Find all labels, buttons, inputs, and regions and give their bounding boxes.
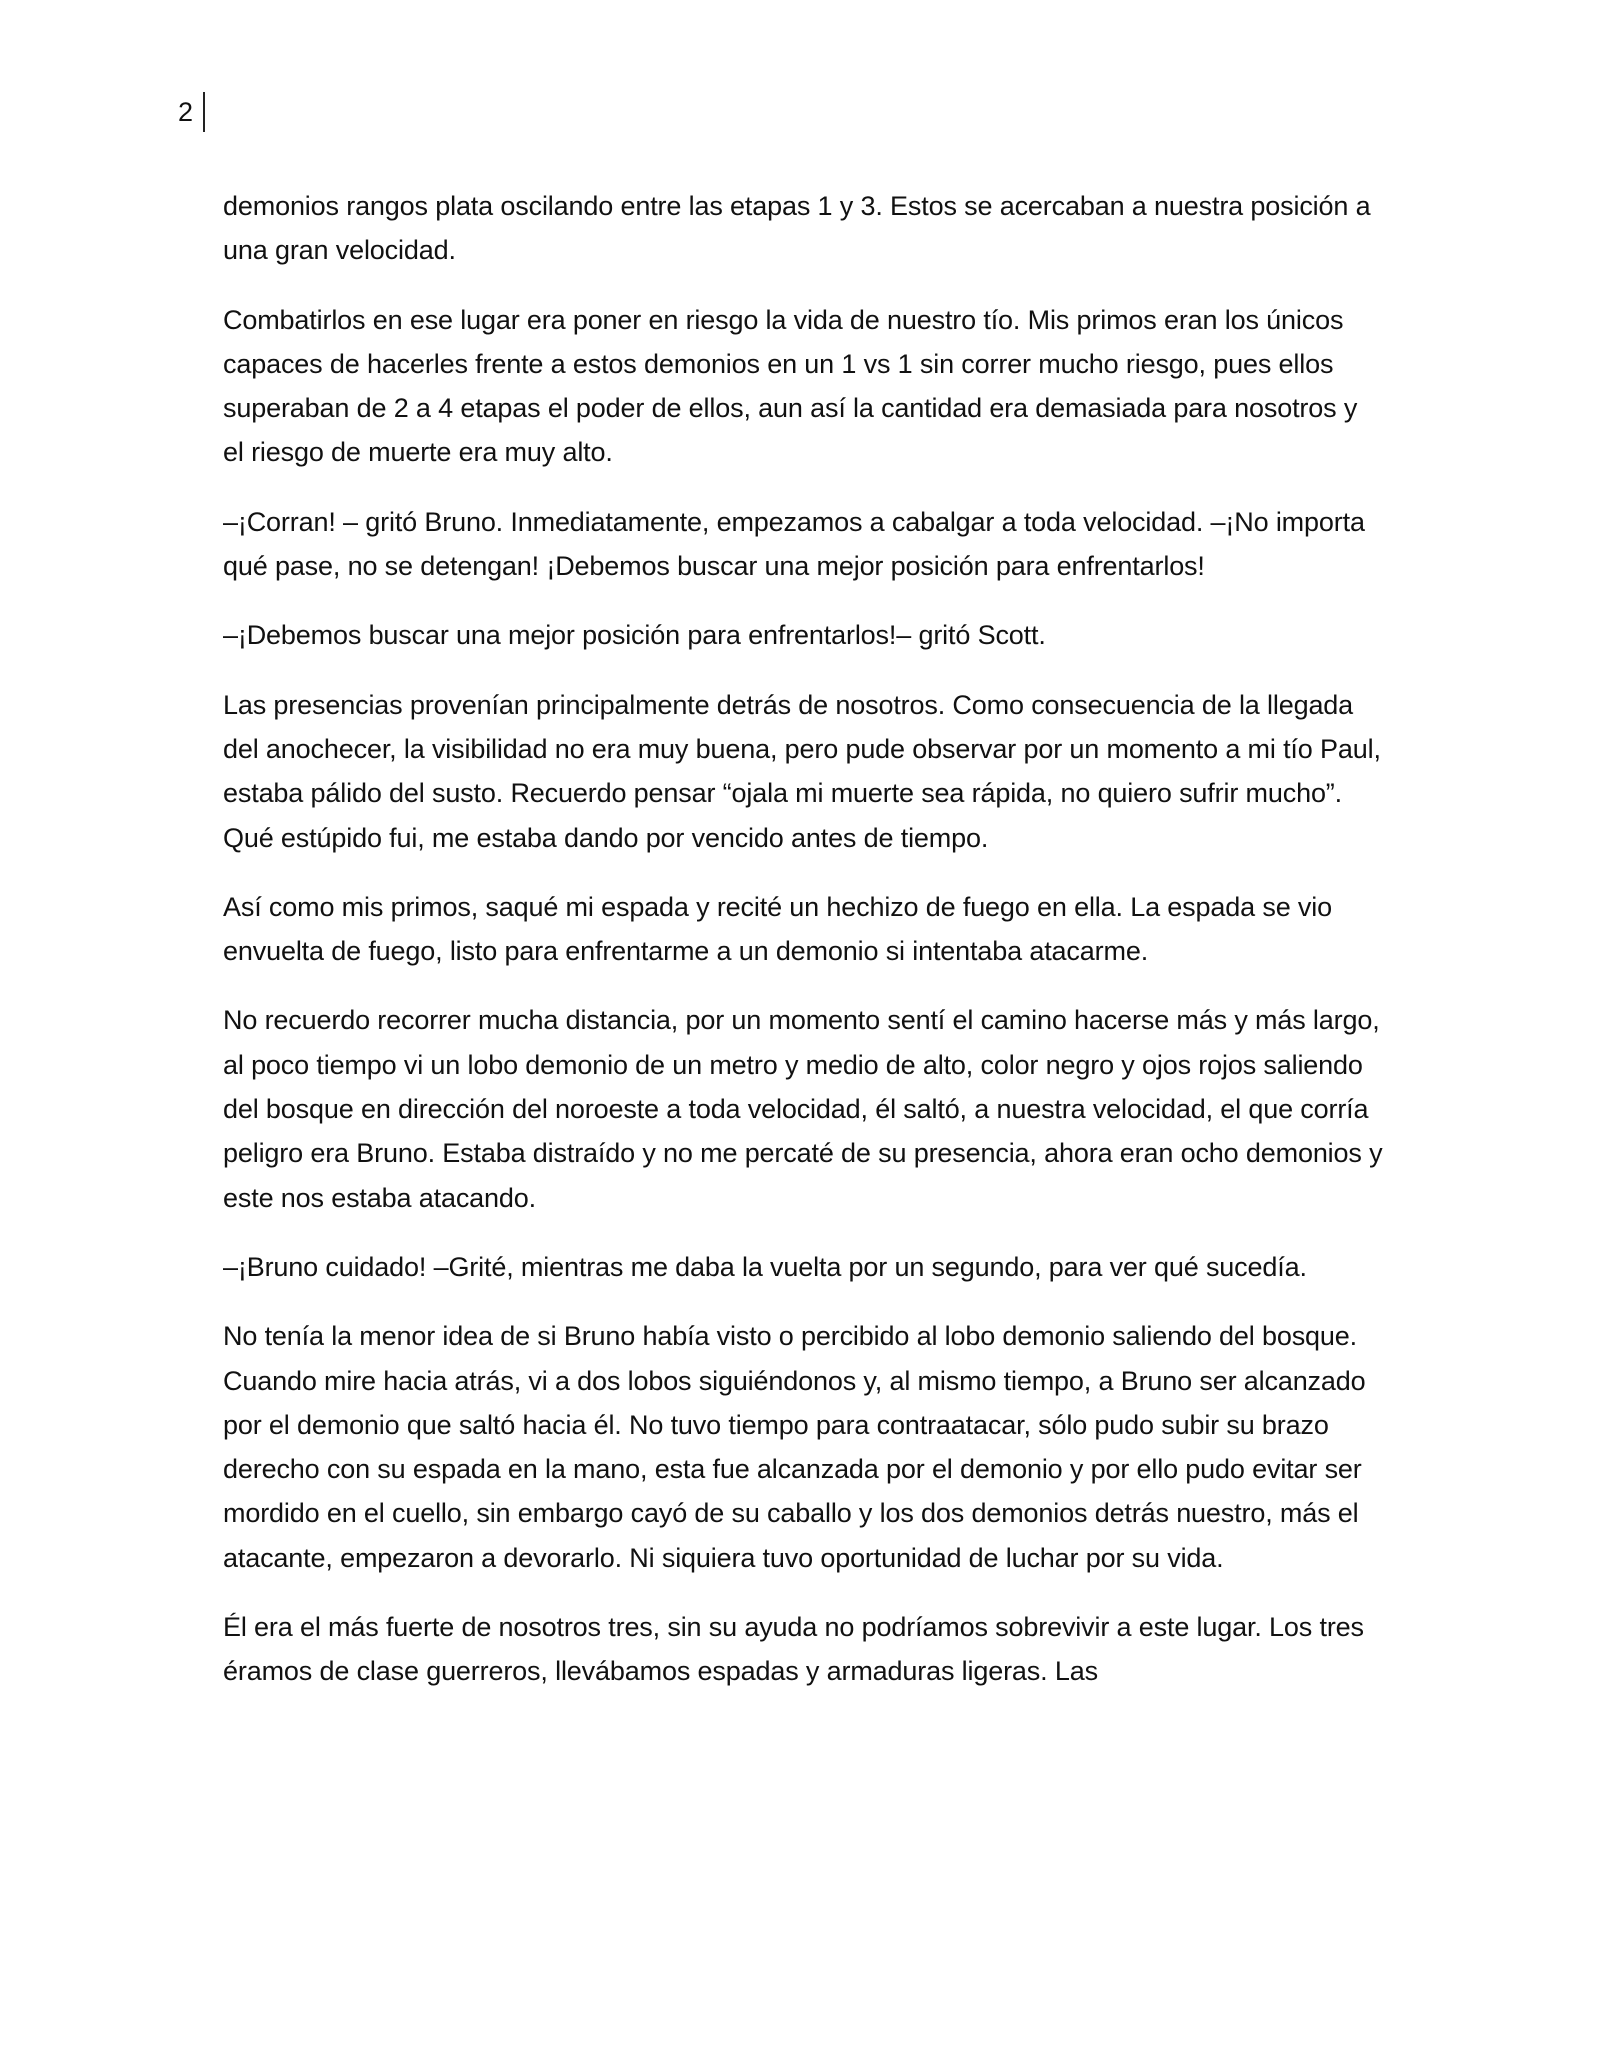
header-divider — [203, 92, 205, 132]
paragraph: No recuerdo recorrer mucha distancia, por un momento sentí el camino hacerse más y más largo, al poco tiempo vi un lobo demonio de un metro y medio de alto, color negro y ojos rojos saliendo del bosque en dirección del noroeste a toda velocidad, él saltó, a nuestra velocidad, el que corría peligro era Bruno. Estaba distraído y no me percaté de su presencia, ahora eran ocho demonios y este nos estaba atacando. — [223, 1005, 1383, 1213]
page-number: 2 — [178, 97, 194, 127]
paragraph: No tenía la menor idea de si Bruno había visto o percibido al lobo demonio saliendo del bosque. Cuando mire hacia atrás, vi a dos lobos siguiéndonos y, al mismo tiempo, a Bruno ser alcanzado por el demonio que saltó hacia él. No tuvo tiempo para contraatacar, sólo pudo subir su brazo derecho con su espada en la mano, esta fue alcanzada por el demonio y por ello pudo evitar ser mordido en el cuello, sin embargo cayó de su caballo y los dos demonios detrás nuestro, más el atacante, empezaron a devorarlo. Ni siquiera tuvo oportunidad de luchar por su vida. — [223, 1321, 1366, 1573]
paragraph: Así como mis primos, saqué mi espada y recité un hechizo de fuego en ella. La espada se vio envuelta de fuego, listo para enfrentarme a un demonio si intentaba atacarme. — [223, 891, 1332, 967]
paragraph: –¡Debemos buscar una mejor posición para enfrentarlos!– gritó Scott. — [223, 620, 1046, 651]
paragraph: Combatirlos en ese lugar era poner en riesgo la vida de nuestro tío. Mis primos eran los únicos capaces de hacerles frente a estos demonios en un 1 vs 1 sin correr mucho riesgo, pues ellos superaban de 2 a 4 etapas el poder de ellos, aun así la cantidad era demasiada para nosotros y el riesgo de muerte era muy alto. — [223, 304, 1358, 468]
paragraph: Él era el más fuerte de nosotros tres, sin su ayuda no podríamos sobrevivir a este lugar. Los tres éramos de clase guerreros, llevábamos espadas y armaduras ligeras. Las — [223, 1612, 1364, 1687]
document-body — [223, 184, 1383, 1719]
paragraph: –¡Bruno cuidado! –Grité, mientras me daba la vuelta por un segundo, para ver qué sucedía. — [223, 1251, 1307, 1282]
paragraph: –¡Corran! – gritó Bruno. Inmediatamente, empezamos a cabalgar a toda velocidad. –¡No importa qué pase, no se detengan! ¡Debemos buscar una mejor posición para enfrentarlos! — [223, 506, 1365, 582]
paragraph: demonios rangos plata oscilando entre las etapas 1 y 3. Estos se acercaban a nuestra posición a una gran velocidad. — [223, 191, 1371, 266]
paragraph: Las presencias provenían principalmente detrás de nosotros. Como consecuencia de la llegada del anochecer, la visibilidad no era muy buena, pero pude observar por un momento a mi tío Paul, estaba pálido del susto. Recuerdo pensar “ojala mi muerte sea rápida, no quiero sufrir mucho”. Qué estúpido fui, me estaba dando por vencido antes de tiempo. — [223, 689, 1381, 853]
page-header — [178, 92, 205, 132]
